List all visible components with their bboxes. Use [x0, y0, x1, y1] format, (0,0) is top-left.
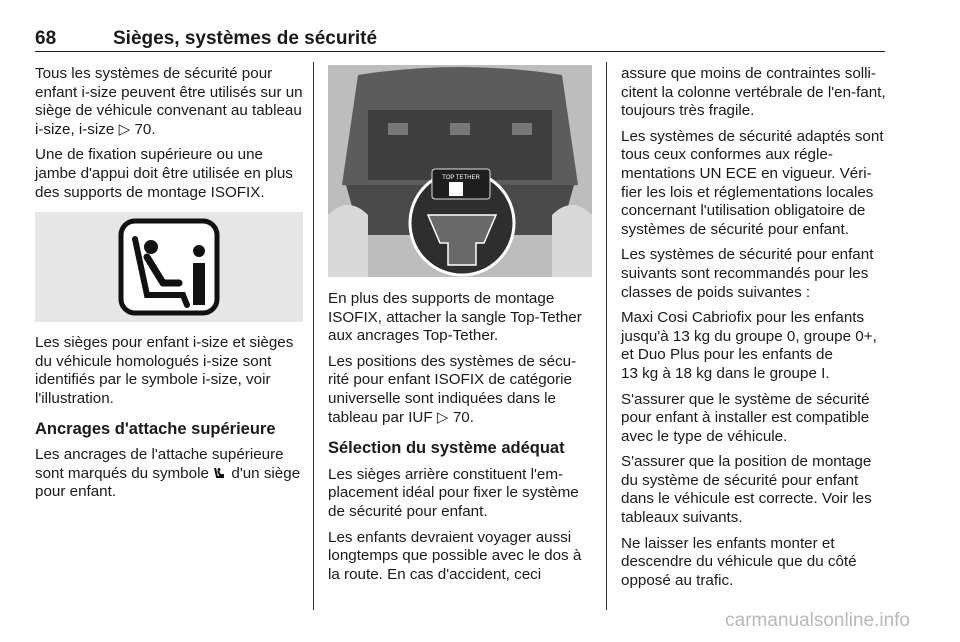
- watermark: carmanualsonline.info: [725, 610, 910, 631]
- page-header: [35, 28, 377, 50]
- paragraph: [35, 65, 303, 139]
- paragraph: Une de fixation supérieure ou une jambe d'appui doit être utilisée en plus des supports de montage ISOFIX.: [35, 146, 293, 201]
- paragraph: Les systèmes de sécurité pour enfant suivants sont recommandés pour les classes de poids suivantes :: [621, 246, 874, 301]
- isize-seat-icon: [117, 217, 221, 317]
- paragraph-text: 13 kg à 18 kg dans le groupe I.: [621, 364, 830, 382]
- page-title: Sièges, systèmes de sécurité: [113, 28, 378, 49]
- paragraph: Les enfants devraient voyager aussi longtemps que possible avec le dos à la route. En cas d'accident, ceci: [328, 528, 582, 583]
- paragraph: Les sièges arrière constituent l'em-placement idéal pour fixer le système de sécurité pour enfant.: [328, 465, 579, 520]
- paragraph: [621, 309, 891, 383]
- page-ref[interactable]: 70.: [452, 408, 474, 426]
- paragraph: Les systèmes de sécurité adaptés sont tous ceux conformes aux régle-mentations UN ECE en vigueur. Véri-fier les lois et réglementations locales concernant l'utilisation obligatoire de systèmes de sécurité pour enfant.: [621, 127, 884, 238]
- top-tether-label: TOP TETHER: [442, 175, 480, 181]
- column-1: [35, 65, 303, 509]
- child-seat-icon: [213, 467, 227, 479]
- paragraph: Ne laisser les enfants monter et descendre du véhicule que du côté opposé au trafic.: [621, 534, 857, 589]
- paragraph: En plus des supports de montage ISOFIX, attacher la sangle Top-Tether aux ancrages Top-Tether.: [328, 290, 582, 345]
- paragraph: S'assurer que le système de sécurité pour enfant à installer est compatible avec le type de véhicule.: [621, 390, 870, 445]
- header-rule: [35, 51, 885, 52]
- page-ref-arrow-icon: ▷: [118, 120, 131, 138]
- paragraph: [328, 353, 594, 427]
- paragraph: [35, 446, 303, 502]
- column-divider: [313, 62, 314, 610]
- paragraph-text: Les positions des systèmes de sécu-rité pour enfant ISOFIX de catégorie universelle sont indiquées dans le tableau par IUF: [328, 352, 577, 426]
- paragraph: Les sièges pour enfant i-size et sièges du véhicule homologués i-size sont identifiés par le symbole i-size, voir l'illustration.: [35, 334, 294, 407]
- page-number: 68: [35, 28, 57, 49]
- trunk-photo: [328, 65, 592, 277]
- paragraph-text: Les ancrages de l'attache supérieure sont marqués du symbole: [35, 446, 284, 482]
- paragraph-text: d'un siège pour enfant.: [35, 464, 301, 501]
- section-heading: Sélection du système adéquat: [328, 439, 565, 458]
- paragraph-text: Tous les systèmes de sécurité pour enfant i-size peuvent être utilisés sur un siège de véhicule convenant au tableau i-size, i-size: [35, 65, 303, 138]
- column-divider: [606, 62, 607, 610]
- page-ref-arrow-icon: ▷: [436, 408, 449, 426]
- paragraph: assure que moins de contraintes solli-citent la colonne vertébrale de l'en-fant, toujours très fragile.: [621, 65, 886, 120]
- column-3: [621, 65, 891, 597]
- paragraph: S'assurer que la position de montage du système de sécurité pour enfant dans le véhicule est correcte. Voir les tableaux suivants.: [621, 453, 872, 527]
- page-ref[interactable]: 70.: [134, 120, 156, 138]
- isize-symbol-figure: [35, 212, 303, 322]
- paragraph-text: Maxi Cosi Cabriofix pour les enfants jusqu'à 13 kg du groupe 0, groupe 0+, et Duo Plus pour les enfants de: [621, 309, 877, 364]
- column-2: [328, 290, 594, 591]
- section-heading: Ancrages d'attache supérieure: [35, 419, 276, 438]
